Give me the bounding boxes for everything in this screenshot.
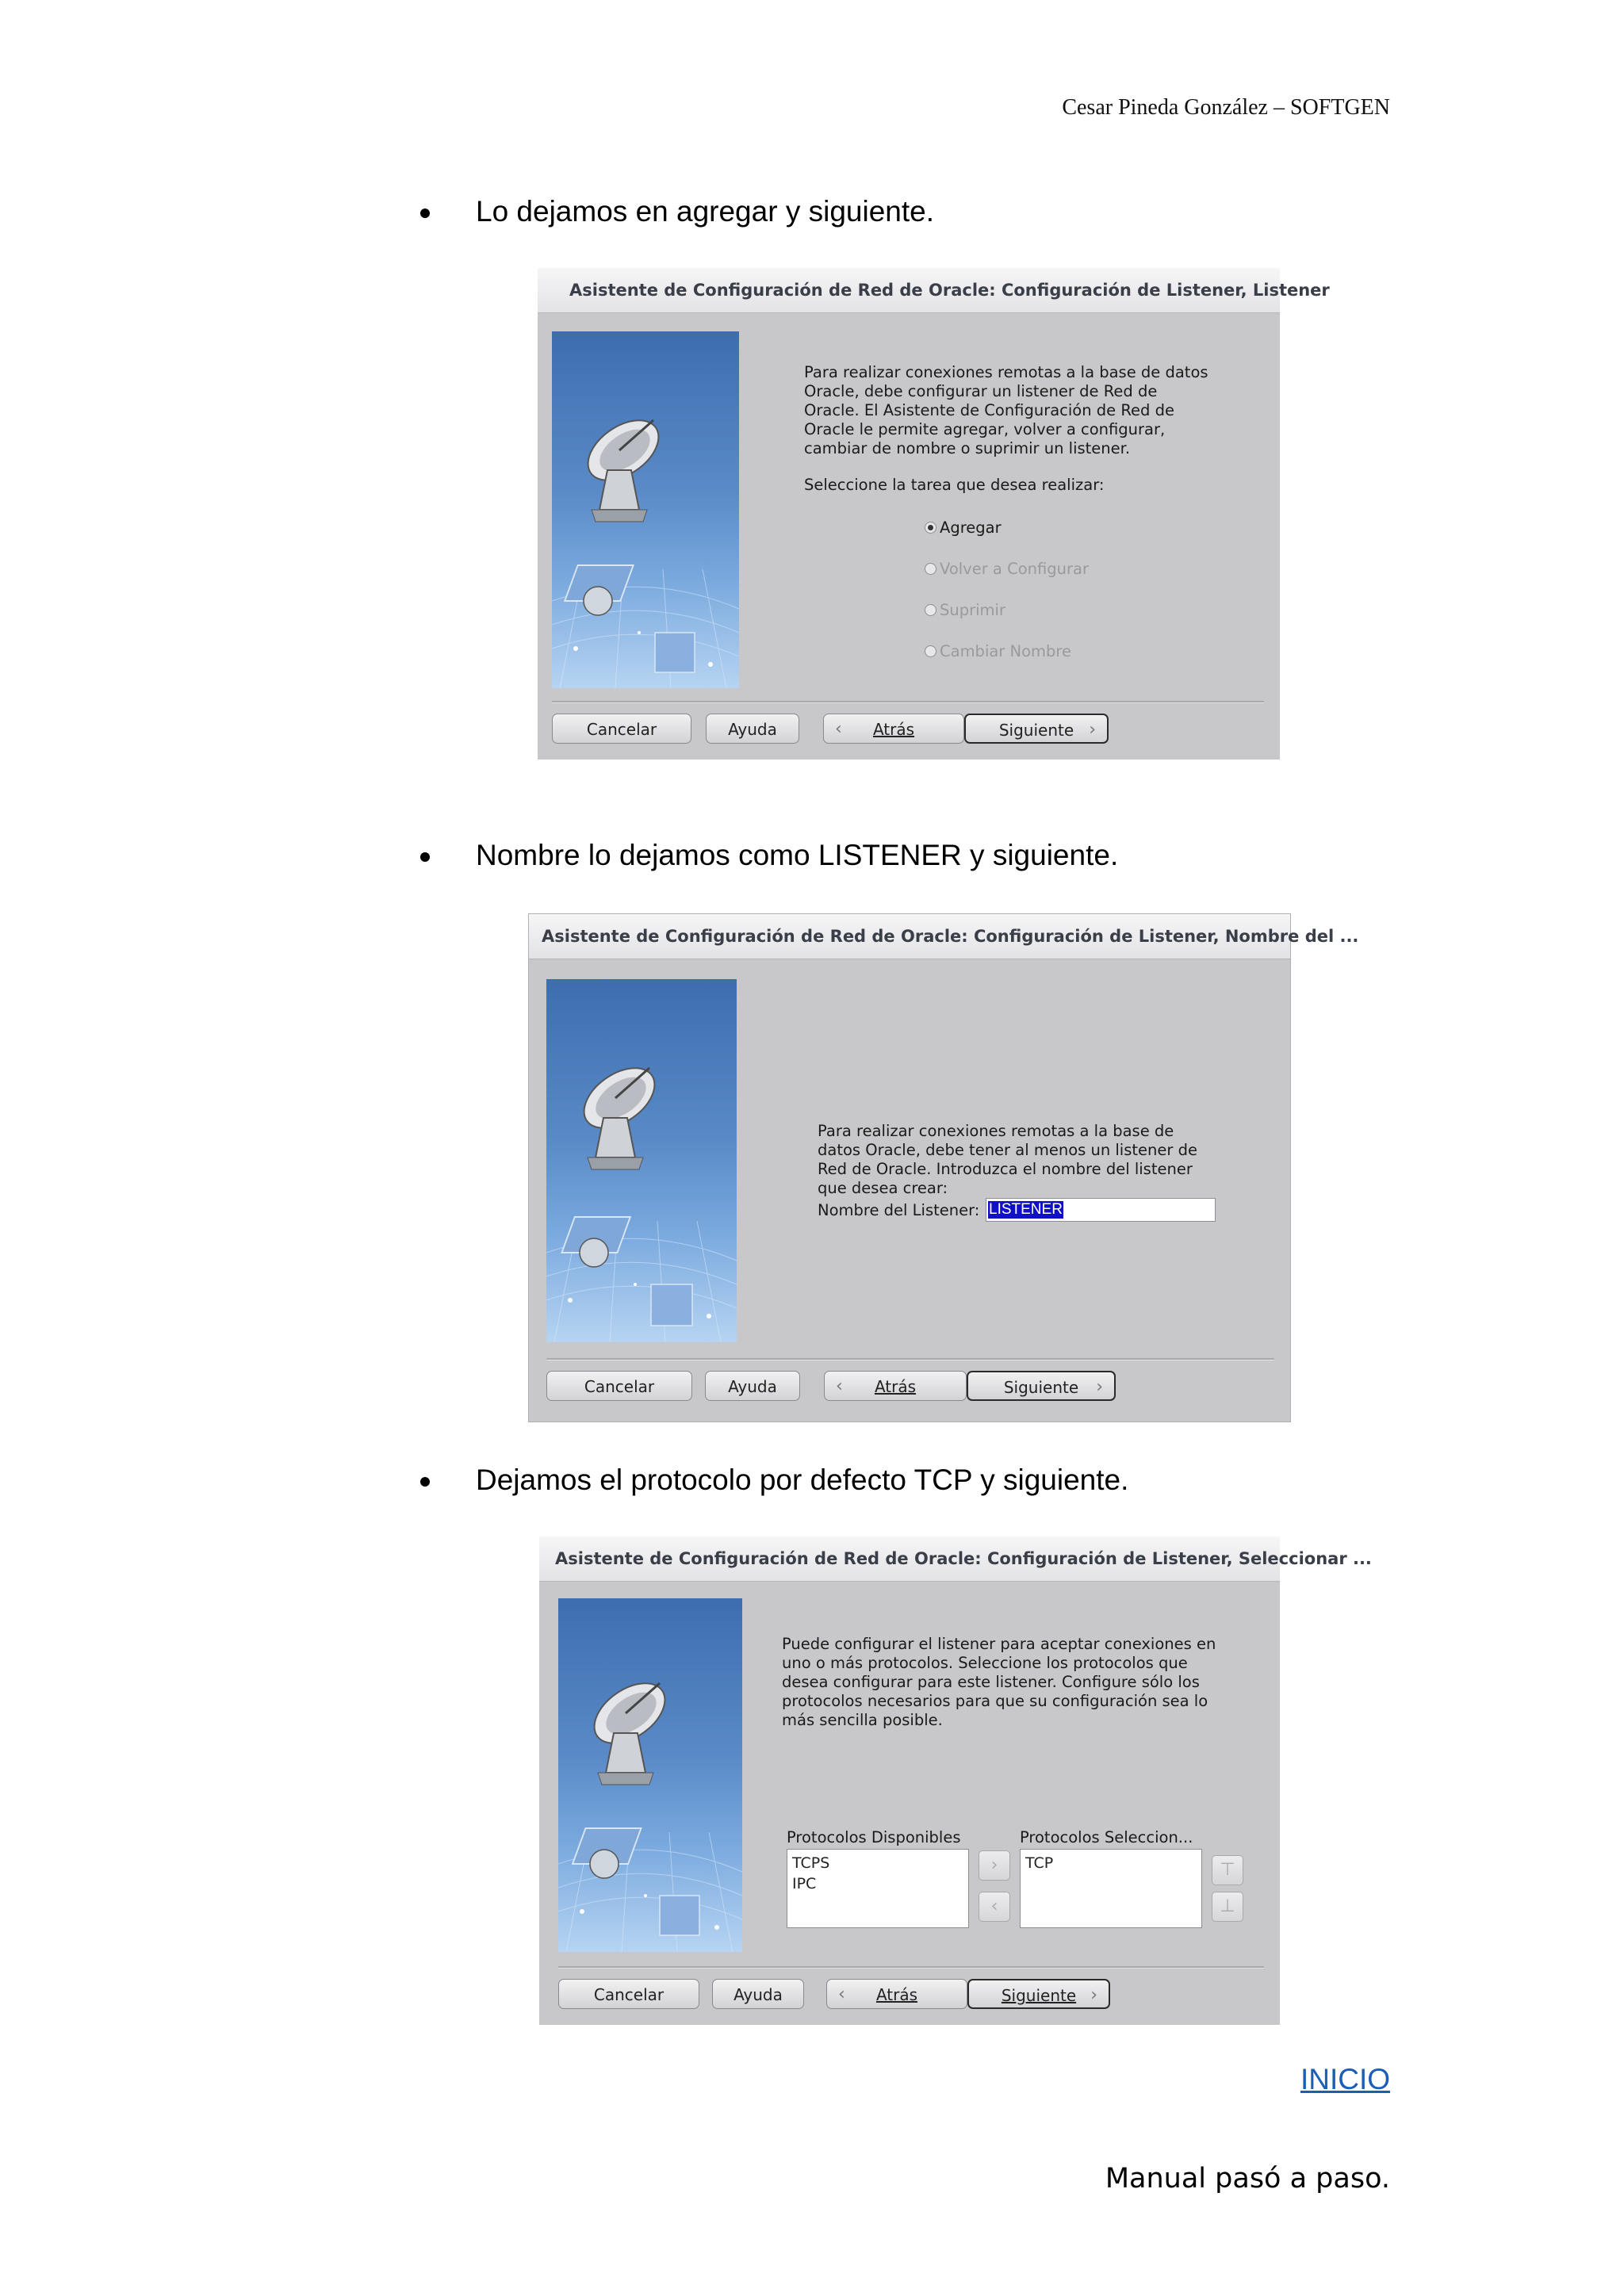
bullet-dot <box>420 1477 430 1487</box>
chevron-left-icon: ‹ <box>836 1376 843 1396</box>
list-item[interactable]: TCP <box>1025 1854 1054 1872</box>
page-header-author: Cesar Pineda González – SOFTGEN <box>1062 95 1390 120</box>
back-button[interactable] <box>826 1979 967 2009</box>
list-item[interactable]: IPC <box>792 1875 817 1892</box>
protocol-dialog <box>539 1536 1372 2025</box>
radio-agregar[interactable] <box>925 519 1002 537</box>
radio-unchecked-icon <box>925 563 936 575</box>
radio-suprimir[interactable] <box>925 601 1005 619</box>
task-prompt: Seleccione la tarea que desea realizar: <box>804 476 1105 494</box>
cancel-button[interactable]: Cancelar <box>558 1979 699 2009</box>
radio-checked-icon <box>925 522 936 534</box>
radio-label: Suprimir <box>940 601 1005 619</box>
bullet-text: Nombre lo dejamos como LISTENER y siguiente. <box>476 839 1119 871</box>
description-line: Para realizar conexiones remotas a la base de datos <box>804 363 1208 381</box>
satellite-dish-icon <box>552 331 739 688</box>
dialog-description <box>804 363 1264 495</box>
radio-label: Cambiar Nombre <box>940 642 1071 660</box>
back-button-label: Atrás <box>872 720 915 739</box>
wizard-illustration <box>552 331 739 688</box>
footer-text: Manual pasó a paso. <box>1105 2163 1390 2195</box>
cancel-button[interactable]: Cancelar <box>546 1371 692 1401</box>
bullet-text: Dejamos el protocolo por defecto TCP y siguiente. <box>476 1464 1129 1496</box>
radio-label: Agregar <box>940 519 1002 537</box>
help-button[interactable]: Ayuda <box>706 714 799 744</box>
dialog-title: Asistente de Configuración de Red de Oracle: Configuración de Listener, Seleccionar ... <box>539 1536 1280 1582</box>
description-line: Red de Oracle. Introduzca el nombre del listener <box>818 1160 1193 1178</box>
chevron-left-icon: ‹ <box>835 719 842 739</box>
listener-name-label: Nombre del Listener: <box>818 1201 980 1219</box>
description-line: Para realizar conexiones remotas a la base de <box>818 1122 1174 1140</box>
next-button-label: Siguiente <box>1001 1986 1077 2005</box>
satellite-dish-icon <box>558 1598 742 1952</box>
move-up-button[interactable] <box>1212 1855 1243 1885</box>
chevron-right-icon: › <box>1089 720 1096 740</box>
back-button-label: Atrás <box>875 1985 918 2004</box>
radio-cambiar-nombre[interactable] <box>925 642 1071 660</box>
cancel-button[interactable]: Cancelar <box>552 714 691 744</box>
radio-unchecked-icon <box>925 645 936 657</box>
next-button-label: Siguiente <box>1003 1378 1079 1397</box>
button-separator <box>552 701 1264 703</box>
wizard-illustration <box>558 1598 742 1952</box>
description-line: cambiar de nombre o suprimir un listener. <box>804 439 1131 457</box>
description-line: Oracle le permite agregar, volver a configurar, <box>804 420 1166 438</box>
listener-dialog <box>538 268 1330 760</box>
radio-volver-configurar[interactable] <box>925 560 1089 578</box>
chevron-right-icon: › <box>990 1855 998 1875</box>
description-line: datos Oracle, debe tener al menos un listener de <box>818 1141 1197 1159</box>
next-button-label: Siguiente <box>998 721 1074 740</box>
bullet-text: Lo dejamos en agregar y siguiente. <box>476 195 934 228</box>
wizard-illustration <box>546 979 737 1342</box>
radio-label: Volver a Configurar <box>940 560 1089 578</box>
description-line: Puede configurar el listener para aceptar conexiones en <box>782 1635 1216 1653</box>
button-separator <box>546 1358 1274 1360</box>
add-protocol-button[interactable] <box>979 1850 1010 1881</box>
selected-protocols-label: Protocolos Seleccion... <box>1020 1828 1193 1846</box>
inicio-link[interactable]: INICIO <box>1300 2063 1390 2095</box>
available-protocols-label: Protocolos Disponibles <box>787 1828 961 1846</box>
next-button[interactable] <box>964 714 1109 744</box>
bullet-dot <box>420 209 430 218</box>
help-button[interactable]: Ayuda <box>712 1979 804 2009</box>
move-bottom-icon: ⊥ <box>1220 1896 1235 1916</box>
bullet-dot <box>420 852 430 862</box>
back-button[interactable] <box>824 1371 967 1401</box>
selected-protocols-list[interactable] <box>1020 1849 1202 1928</box>
chevron-right-icon: › <box>1090 1985 1097 2005</box>
dialog-title: Asistente de Configuración de Red de Oracle: Configuración de Listener, Nombre del ... <box>529 914 1290 959</box>
dialog-description <box>782 1635 1266 1730</box>
back-button-label: Atrás <box>874 1377 917 1396</box>
satellite-dish-icon <box>546 979 737 1342</box>
chevron-left-icon: ‹ <box>838 1984 845 2004</box>
description-line: más sencilla posible. <box>782 1711 943 1729</box>
move-down-button[interactable] <box>1212 1892 1243 1922</box>
back-button[interactable] <box>823 714 964 744</box>
button-separator <box>558 1966 1264 1969</box>
next-button[interactable] <box>967 1371 1116 1401</box>
available-protocols-list[interactable] <box>787 1849 969 1928</box>
description-line: desea configurar para este listener. Configure sólo los <box>782 1673 1200 1691</box>
radio-unchecked-icon <box>925 604 936 616</box>
help-button[interactable]: Ayuda <box>705 1371 800 1401</box>
chevron-left-icon: ‹ <box>990 1896 998 1916</box>
listener-name-value: LISTENER <box>989 1201 1063 1218</box>
dialog-description <box>818 1122 1277 1198</box>
dialog-title: Asistente de Configuración de Red de Oracle: Configuración de Listener, Listener <box>538 268 1280 313</box>
remove-protocol-button[interactable] <box>979 1892 1010 1922</box>
listener-name-dialog <box>528 913 1359 1422</box>
description-line: Oracle. El Asistente de Configuración de Red de <box>804 401 1174 419</box>
chevron-right-icon: › <box>1096 1377 1103 1397</box>
description-line: uno o más protocolos. Seleccione los protocolos que <box>782 1654 1188 1672</box>
next-button[interactable] <box>967 1979 1110 2009</box>
description-line: que desea crear: <box>818 1179 948 1197</box>
description-line: protocolos necesarios para que su configuración sea lo <box>782 1692 1208 1710</box>
listener-name-input[interactable] <box>986 1198 1216 1222</box>
description-line: Oracle, debe configurar un listener de Red de <box>804 382 1158 400</box>
move-top-icon: ⊤ <box>1220 1860 1235 1880</box>
list-item[interactable]: TCPS <box>792 1854 830 1872</box>
